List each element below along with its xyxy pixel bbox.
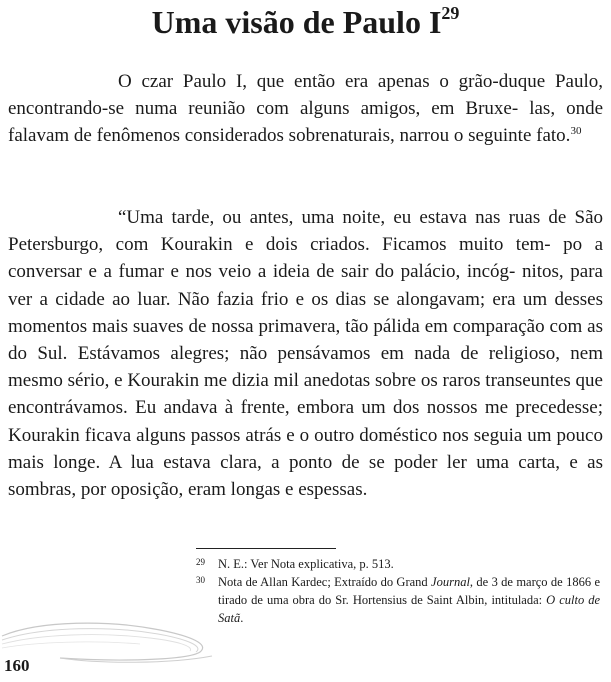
paragraph-1-line-3: las, onde falavam de fenômenos considerados sobrenaturais, narrou	[8, 98, 604, 147]
paragraph-2-line-12: oposição, eram longas e espessas.	[110, 479, 368, 501]
paragraph-2-line-5: era um desses momentos mais suaves de nossa primavera, tão pálida	[8, 288, 603, 337]
paragraph-2	[8, 204, 603, 503]
paragraph-1-line-4: o seguinte fato.	[453, 125, 571, 147]
footnote-30	[196, 573, 600, 627]
footnote-text	[218, 573, 600, 627]
paragraph-1-note-ref: 30	[570, 125, 582, 138]
footnote-text-part: Nota de Allan Kardec; Extraído do Grand	[218, 575, 432, 589]
footnote-text-part: .	[240, 611, 244, 625]
decorative-swirl-ornament	[0, 606, 230, 666]
paragraph-2-line-11: lua estava clara, a ponto de se poder ler uma carta, e as sombras, por	[8, 451, 603, 501]
paragraph-2-line-8: anedotas sobre os raros transeuntes que encontrávamos. Eu andava à	[8, 370, 603, 419]
paragraph-2-line-1: “Uma tarde, ou antes, uma noite, eu estava nas ruas de	[118, 207, 567, 228]
footnote-text: N. E.: Ver Nota explicativa, p. 513.	[218, 557, 394, 571]
footnote-number: 29	[196, 557, 205, 567]
title-note-ref: 29	[441, 3, 460, 23]
footnote-29	[196, 555, 600, 573]
paragraph-2-line-3: po a conversar e a fumar e nos veio a ideia de sair do palácio, incóg-	[8, 234, 604, 283]
footnote-italic-title: O culto de Satã	[218, 593, 601, 625]
paragraph-2-line-4: nitos, para ver a cidade ao luar. Não fazia frio e os dias se alongavam;	[8, 261, 603, 310]
footnote-text-part: , de 3 de março de 1866 e tirado de uma obra do Sr. Hortensius de Saint Albin, intitulada:	[218, 575, 600, 607]
footnote-divider	[196, 548, 336, 549]
page-title	[0, 2, 611, 42]
footnote-italic-journal: Journal	[431, 575, 470, 589]
title-text: Uma visão de Paulo I	[151, 4, 442, 40]
footnotes	[196, 555, 600, 627]
paragraph-2-line-2: São Petersburgo, com Kourakin e dois criados. Ficamos muito tem-	[8, 207, 603, 256]
paragraph-2-line-9: frente, embora um dos nossos me precedesse; Kourakin ficava alguns	[8, 397, 603, 446]
paragraph-1	[8, 68, 603, 150]
paragraph-1-line-2: Paulo, encontrando-se numa reunião com alguns amigos, em Bruxe-	[8, 71, 603, 120]
paragraph-2-line-10: passos atrás e o outro doméstico nos seguia um pouco mais longe. A	[8, 424, 603, 473]
paragraph-2-line-6: em comparação com as do Sul. Estávamos alegres; não pensávamos	[8, 315, 603, 365]
footnote-number: 30	[196, 575, 205, 585]
paragraph-1-line-1: O czar Paulo I, que então era apenas o grão-duque	[118, 71, 546, 92]
paragraph-2-line-7: em nada de religioso, nem mesmo sério, e Kourakin me dizia mil	[8, 343, 604, 392]
page-number: 160	[4, 656, 30, 675]
